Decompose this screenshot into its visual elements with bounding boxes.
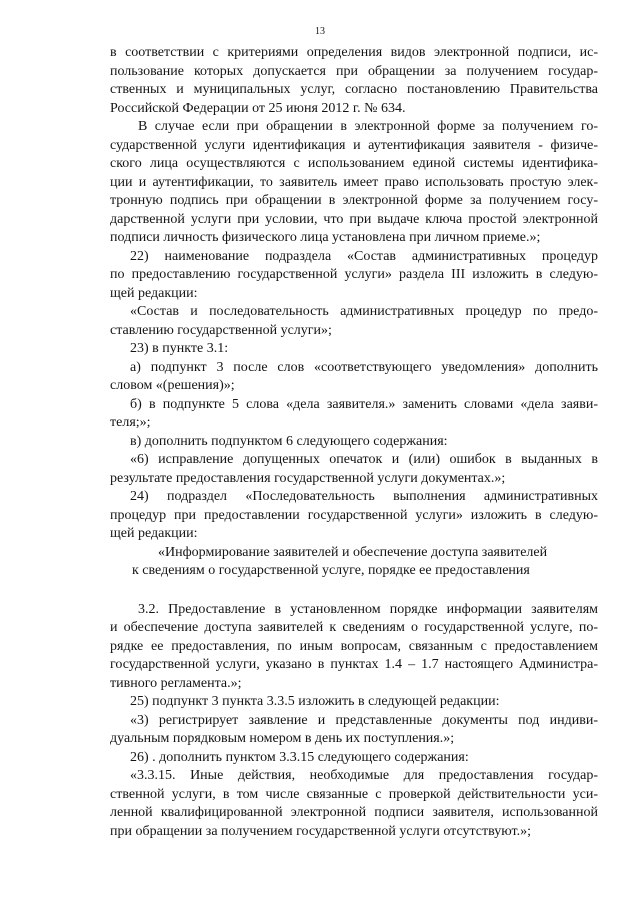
text-line: «Состав и последовательность административных процедур по предо- bbox=[130, 304, 598, 319]
text-line: б) в подпункте 5 слова «дела заявителя.» заменить словами «дела заяви- bbox=[130, 396, 598, 412]
text-line: в соответствии с критериями определения видов электронной подписи, ис- bbox=[110, 45, 598, 60]
text-line: «3) регистрирует заявление и представленные документы под индиви- bbox=[130, 712, 598, 728]
text-line: подписи личность физического лица установлена при личном приеме.»; bbox=[110, 230, 541, 245]
text-line: в) дополнить подпунктом 6 следующего содержания: bbox=[130, 433, 448, 449]
text-line: щей редакции: bbox=[110, 526, 198, 541]
text-line: 23) в пункте 3.1: bbox=[130, 341, 229, 356]
text-line: ственной услуги, в том числе связанные с проверкой действительности уси- bbox=[110, 786, 598, 802]
text-line: к сведениям о государственной услуге, порядке ее предоставления bbox=[132, 563, 530, 578]
text-line: государственной услуги, указано в пунктах 1.4 – 1.7 настоящего Администра- bbox=[110, 657, 598, 672]
text-line: «3.3.15. Иные действия, необходимые для предоставления государ- bbox=[130, 768, 598, 783]
text-line: тивного регламента.»; bbox=[110, 675, 242, 691]
text-line: результате предоставления государственной услуги документах.»; bbox=[110, 470, 506, 486]
text-line: рядке ее предоставления, по иным вопросам, связанным с предоставлением bbox=[110, 638, 598, 654]
text-line: «Информирование заявителей и обеспечение доступа заявителей bbox=[158, 544, 548, 560]
document-body-text bbox=[110, 44, 598, 841]
text-line: 22) наименование подраздела «Состав административных процедур bbox=[130, 248, 598, 264]
text-line: пользование которых допускается при обращении за получением государ- bbox=[110, 63, 598, 79]
text-line: Российской Федерации от 25 июня 2012 г. № 634. bbox=[110, 100, 406, 116]
text-line: а) подпункт 3 после слов «соответствующего уведомления» дополнить bbox=[130, 359, 598, 375]
text-line: дарственной услуги при условии, что при выдаче ключа простой электронной bbox=[110, 211, 598, 227]
text-line: ции и аутентификации, то заявитель имеет право использовать простую элек- bbox=[110, 174, 598, 190]
text-line: 25) подпункт 3 пункта 3.3.5 изложить в следующей редакции: bbox=[130, 694, 500, 709]
text-line: по предоставлению государственной услуги» раздела III изложить в следую- bbox=[110, 267, 598, 282]
text-line: ского лица осуществляются с использованием единой системы идентифика- bbox=[110, 156, 598, 171]
text-line: ставлению государственной услуги»; bbox=[110, 322, 332, 338]
page-number: 13 bbox=[315, 26, 325, 37]
text-line: «6) исправление допущенных опечаток и (или) ошибок в выданных в bbox=[130, 452, 598, 467]
text-line: щей редакции: bbox=[110, 285, 198, 301]
text-line: при обращении за получением государственной услуги отсутствуют.»; bbox=[110, 823, 531, 839]
text-line: дуальным порядковым номером в день их поступления.»; bbox=[110, 731, 455, 746]
text-line: ленной квалифицированной электронной подписи заявителя, использованной bbox=[110, 805, 598, 820]
text-line: 26) . дополнить пунктом 3.3.15 следующего содержания: bbox=[130, 749, 469, 765]
text-line: словом «(решения)»; bbox=[110, 378, 235, 393]
text-line: теля;»; bbox=[110, 415, 151, 430]
text-line: сударственной услуги идентификация и аутентификация заявителя - физиче- bbox=[110, 137, 598, 153]
text-line: 24) подраздел «Последовательность выполнения административных bbox=[130, 489, 598, 504]
text-line: процедур при предоставлении государственной услуги» изложить в следую- bbox=[110, 507, 598, 523]
text-line: и обеспечение доступа заявителей к сведениям о государственной услуге, по- bbox=[110, 620, 598, 635]
text-line: тронную подпись при обращении в электронной форме за получением госу- bbox=[110, 193, 598, 208]
text-line: 3.2. Предоставление в установленном порядке информации заявителям bbox=[138, 601, 598, 617]
text-line: ственных и муниципальных услуг, согласно постановлению Правительства bbox=[110, 82, 598, 97]
text-line: В случае если при обращении в электронной форме за получением го- bbox=[138, 119, 598, 134]
paragraph-spacer bbox=[110, 581, 598, 601]
